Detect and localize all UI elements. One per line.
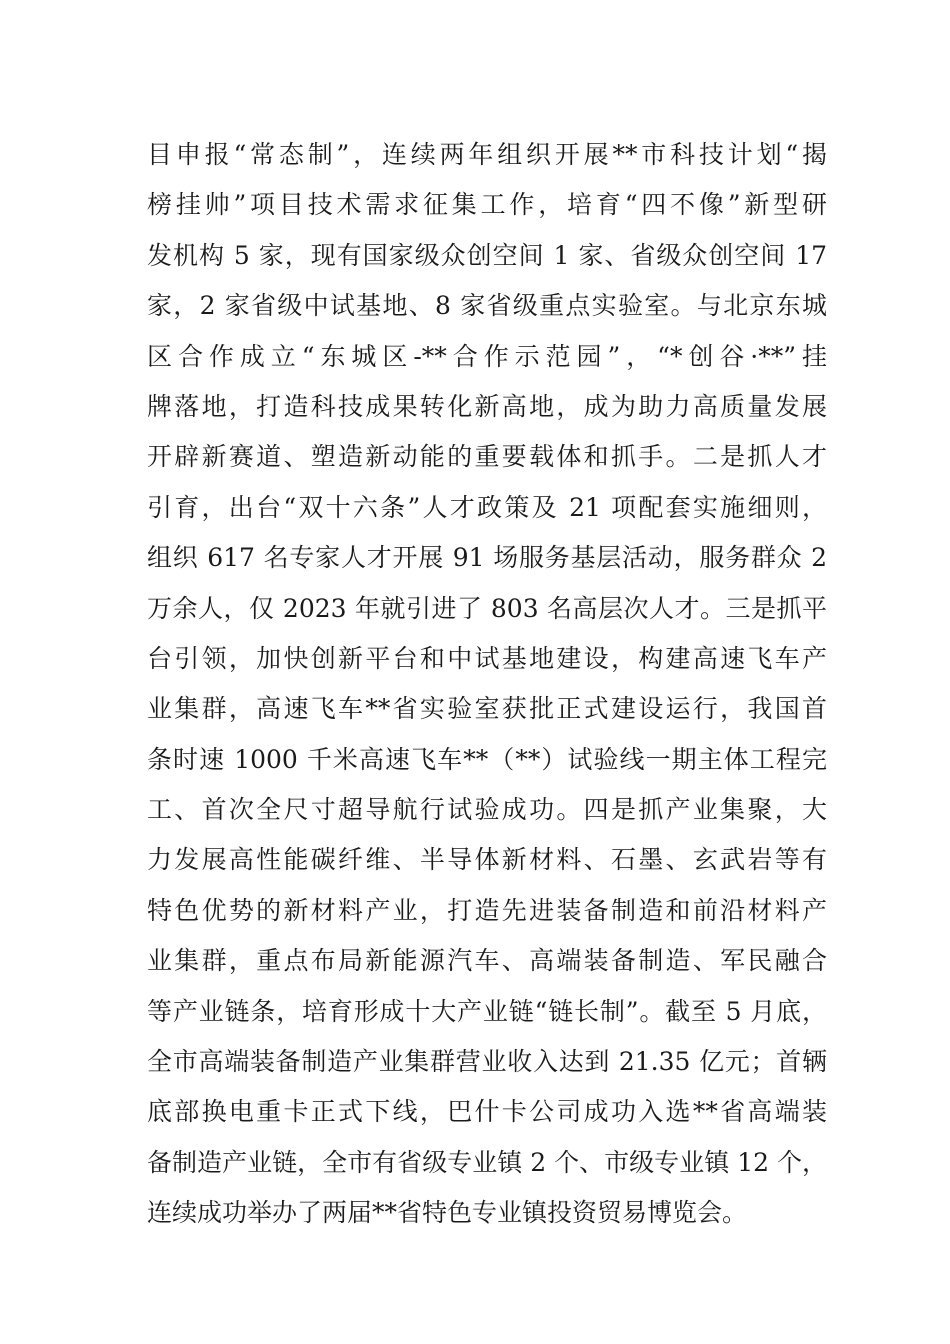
- text-line: 备制造产业链，全市有省级专业镇 2 个、市级专业镇 12 个，: [147, 1147, 827, 1177]
- text-line: 等产业链条，培育形成十大产业链“链长制”。截至 5 月底，: [147, 996, 827, 1026]
- text-line: 底部换电重卡正式下线，巴什卡公司成功入选**省高端装: [147, 1097, 827, 1127]
- text-line: 牌落地，打造科技成果转化新高地，成为助力高质量发展: [147, 391, 827, 421]
- text-line: 家，2 家省级中试基地、8 家省级重点实验室。与北京东城: [147, 291, 827, 321]
- text-line: 力发展高性能碳纤维、半导体新材料、石墨、玄武岩等有: [147, 845, 827, 875]
- text-line: 目申报“常态制”，连续两年组织开展**市科技计划“揭: [147, 140, 827, 169]
- text-line: 连续成功举办了两届**省特色专业镇投资贸易博览会。: [147, 1198, 748, 1228]
- text-line: 条时速 1000 千米高速飞车**（**）试验线一期主体工程完: [147, 744, 827, 774]
- text-line: 工、首次全尺寸超导航行试验成功。四是抓产业集聚，大: [147, 795, 827, 825]
- text-line: 万余人，仅 2023 年就引进了 803 名高层次人才。三是抓平: [147, 593, 827, 623]
- text-line: 榜挂帅”项目技术需求征集工作，培育“四不像”新型研: [147, 190, 827, 220]
- text-line: 业集群，高速飞车**省实验室获批正式建设运行，我国首: [147, 694, 827, 724]
- text-line: 台引领，加快创新平台和中试基地建设，构建高速飞车产: [147, 643, 827, 673]
- text-line: 全市高端装备制造产业集群营业收入达到 21.35 亿元；首辆: [147, 1047, 827, 1077]
- text-line: 特色优势的新材料产业，打造先进装备制造和前沿材料产: [147, 895, 827, 925]
- text-line: 开辟新赛道、塑造新动能的重要载体和抓手。二是抓人才: [147, 442, 827, 472]
- text-line: 区合作成立“东城区-**合作示范园”，“*创谷·**”挂: [147, 341, 827, 371]
- text-line: 引育，出台“双十六条”人才政策及 21 项配套实施细则，: [147, 492, 827, 522]
- text-line: 组织 617 名专家人才开展 91 场服务基层活动，服务群众 2: [147, 543, 827, 573]
- text-line: 发机构 5 家，现有国家级众创空间 1 家、省级众创空间 17: [147, 240, 827, 270]
- text-line: 业集群，重点布局新能源汽车、高端装备制造、军民融合: [147, 946, 827, 976]
- body-paragraph: [147, 130, 827, 1239]
